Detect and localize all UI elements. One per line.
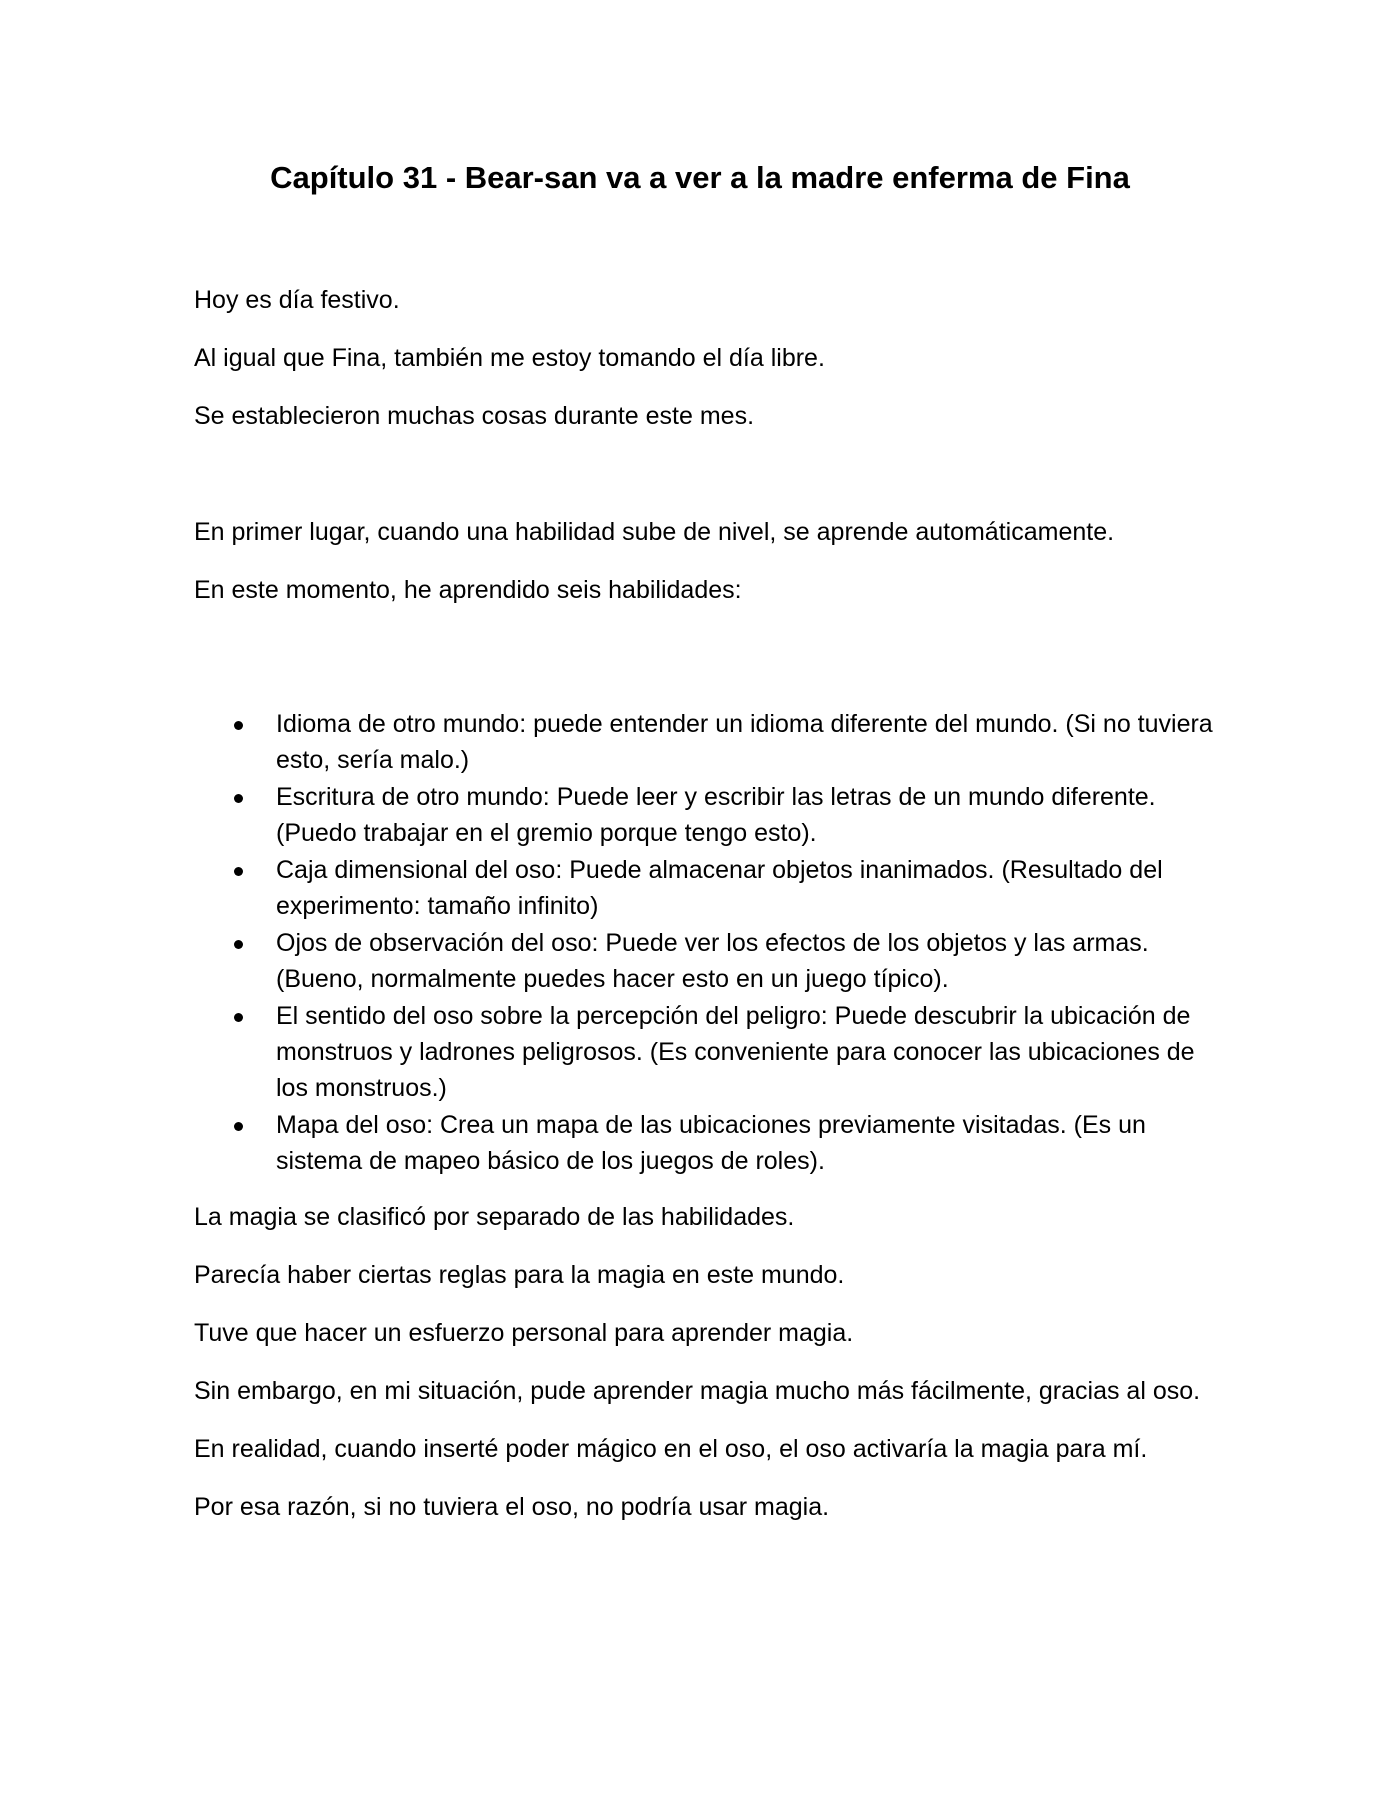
bullet-icon: [234, 1013, 243, 1022]
list-item-text: Idioma de otro mundo: puede entender un idioma diferente del mundo. (Si no tuviera esto, sería malo.): [276, 710, 1213, 774]
list-item: [194, 925, 1224, 997]
paragraph: En realidad, cuando inserté poder mágico en el oso, el oso activaría la magia para mí.: [194, 1435, 1148, 1463]
paragraph: Parecía haber ciertas reglas para la magia en este mundo.: [194, 1261, 845, 1289]
bullet-icon: [234, 1122, 243, 1131]
bullet-icon: [234, 721, 243, 730]
bullet-icon: [234, 940, 243, 949]
bullet-icon: [234, 867, 243, 876]
chapter-title: Capítulo 31 - Bear-san va a ver a la madre enferma de Fina: [270, 160, 1130, 195]
paragraph: Tuve que hacer un esfuerzo personal para aprender magia.: [194, 1319, 854, 1347]
list-item-text: Caja dimensional del oso: Puede almacenar objetos inanimados. (Resultado del experimento: tamaño infinito): [276, 856, 1163, 920]
paragraph: Por esa razón, si no tuviera el oso, no podría usar magia.: [194, 1493, 830, 1521]
list-item: [194, 1107, 1224, 1179]
list-item: [194, 998, 1224, 1106]
paragraph: Al igual que Fina, también me estoy tomando el día libre.: [194, 344, 825, 372]
list-item: [194, 852, 1224, 924]
paragraph: Se establecieron muchas cosas durante este mes.: [194, 402, 755, 430]
list-item-text: Escritura de otro mundo: Puede leer y escribir las letras de un mundo diferente. (Puedo trabajar en el gremio porque tengo esto).: [276, 783, 1156, 847]
paragraph: Hoy es día festivo.: [194, 286, 400, 314]
paragraph: Sin embargo, en mi situación, pude aprender magia mucho más fácilmente, gracias al oso.: [194, 1377, 1201, 1405]
chapter-body: [194, 282, 1224, 1547]
paragraph: En primer lugar, cuando una habilidad sube de nivel, se aprende automáticamente.: [194, 518, 1115, 546]
paragraph: La magia se clasificó por separado de las habilidades.: [194, 1203, 795, 1231]
skills-list: [194, 706, 1224, 1179]
list-item-text: Ojos de observación del oso: Puede ver los efectos de los objetos y las armas. (Bueno, normalmente puedes hacer esto en un juego típico).: [276, 929, 1149, 993]
list-item-text: Mapa del oso: Crea un mapa de las ubicaciones previamente visitadas. (Es un sistema de mapeo básico de los juegos de roles).: [276, 1111, 1146, 1175]
list-item: [194, 706, 1224, 778]
bullet-icon: [234, 794, 243, 803]
paragraph: En este momento, he aprendido seis habilidades:: [194, 576, 742, 604]
list-item-text: El sentido del oso sobre la percepción del peligro: Puede descubrir la ubicación de monstruos y ladrones peligrosos. (Es conveniente para conocer las ubicaciones de los monstruos.): [276, 1002, 1195, 1102]
list-item: [194, 779, 1224, 851]
